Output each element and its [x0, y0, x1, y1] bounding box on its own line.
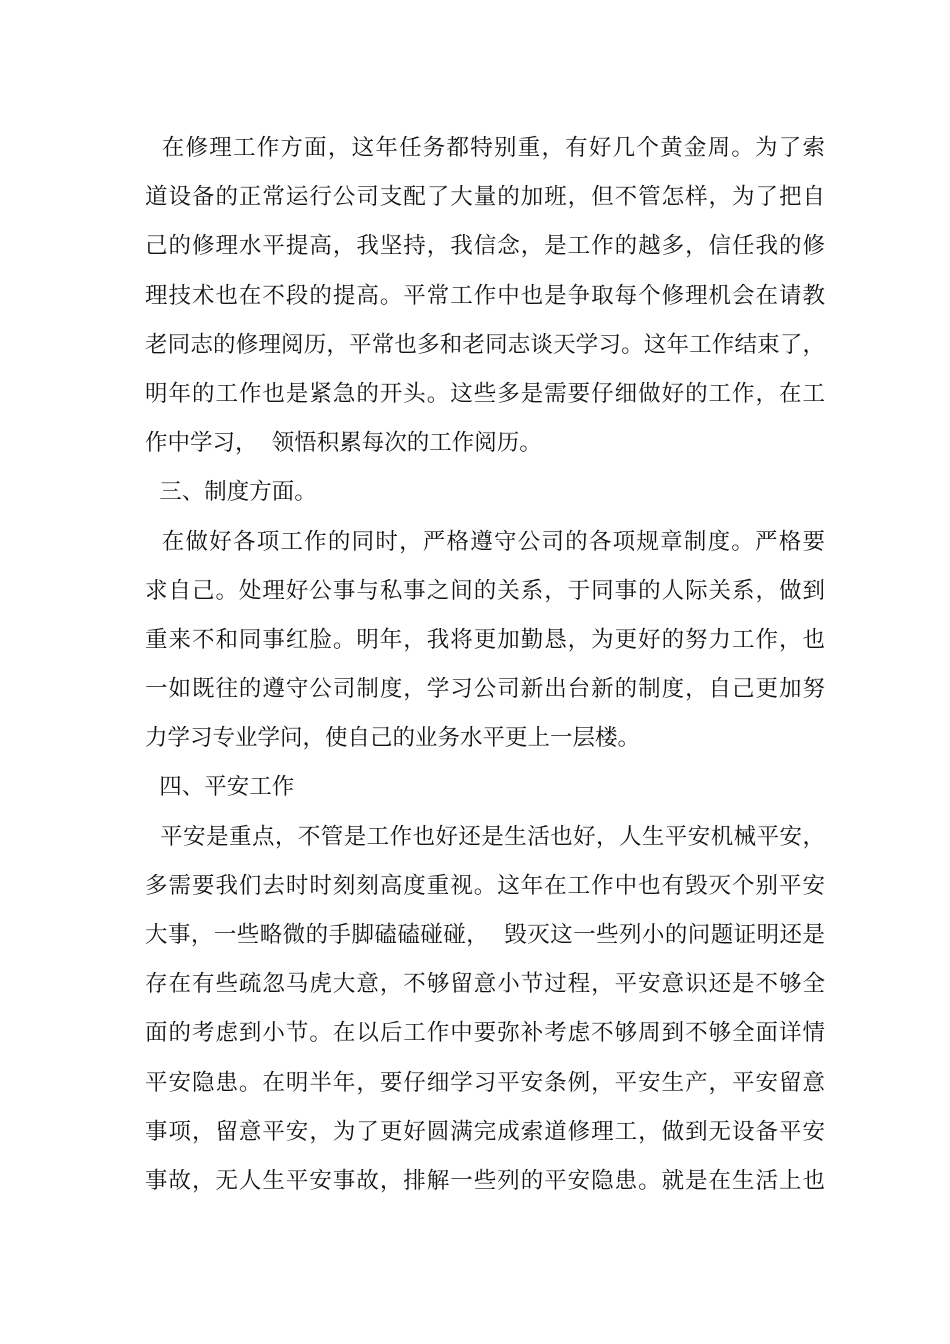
text-line: 理技术也在不段的提高。平常工作中也是争取每个修理机会在请教: [145, 282, 825, 309]
text-line: 面的考虑到小节。在以后工作中要弥补考虑不够周到不够全面详情: [145, 1020, 825, 1047]
text-line: 力学习专业学问，使自己的业务水平更上一层楼。: [145, 725, 641, 752]
document-body: [145, 124, 825, 1206]
text-line: 事项，留意平安，为了更好圆满完成索道修理工，做到无设备平安: [145, 1118, 825, 1145]
text-line: 己的修理水平提高，我坚持，我信念，是工作的越多，信任我的修: [145, 233, 825, 260]
text-line: 在做好各项工作的同时，严格遵守公司的各项规章制度。严格要: [145, 528, 825, 555]
section-heading: 三、制度方面。: [145, 479, 317, 506]
text-line: 在修理工作方面，这年任务都特别重，有好几个黄金周。为了索: [145, 135, 825, 161]
text-line: 存在有些疏忽马虎大意，不够留意小节过程，平安意识还是不够全: [145, 971, 825, 998]
section-heading: 四、平安工作: [145, 774, 295, 801]
text-line: 重来不和同事红脸。明年，我将更加勤恳，为更好的努力工作，也: [145, 626, 825, 653]
text-line: 大事，一些略微的手脚磕磕碰碰， 毁灭这一些列小的问题证明还是: [145, 922, 825, 948]
text-line: 平安是重点，不管是工作也好还是生活也好，人生平安机械平安，: [145, 823, 825, 850]
text-line: 作中学习， 领悟积累每次的工作阅历。: [145, 430, 542, 457]
text-line: 老同志的修理阅历，平常也多和老同志谈天学习。这年工作结束了，: [145, 331, 825, 358]
text-line: 事故，无人生平安事故，排解一些列的平安隐患。就是在生活上也: [145, 1167, 825, 1194]
text-line: 平安隐患。在明半年，要仔细学习平安条例，平安生产，平安留意: [145, 1069, 825, 1096]
text-line: 多需要我们去时时刻刻高度重视。这年在工作中也有毁灭个别平安: [145, 872, 825, 899]
text-line: 一如既往的遵守公司制度，学习公司新出台新的制度，自己更加努: [145, 676, 825, 703]
text-line: 明年的工作也是紧急的开头。这些多是需要仔细做好的工作，在工: [145, 380, 825, 407]
text-line: 道设备的正常运行公司支配了大量的加班，但不管怎样，为了把自: [145, 184, 825, 211]
text-line: 求自己。处理好公事与私事之间的关系，于同事的人际关系，做到: [145, 577, 825, 604]
